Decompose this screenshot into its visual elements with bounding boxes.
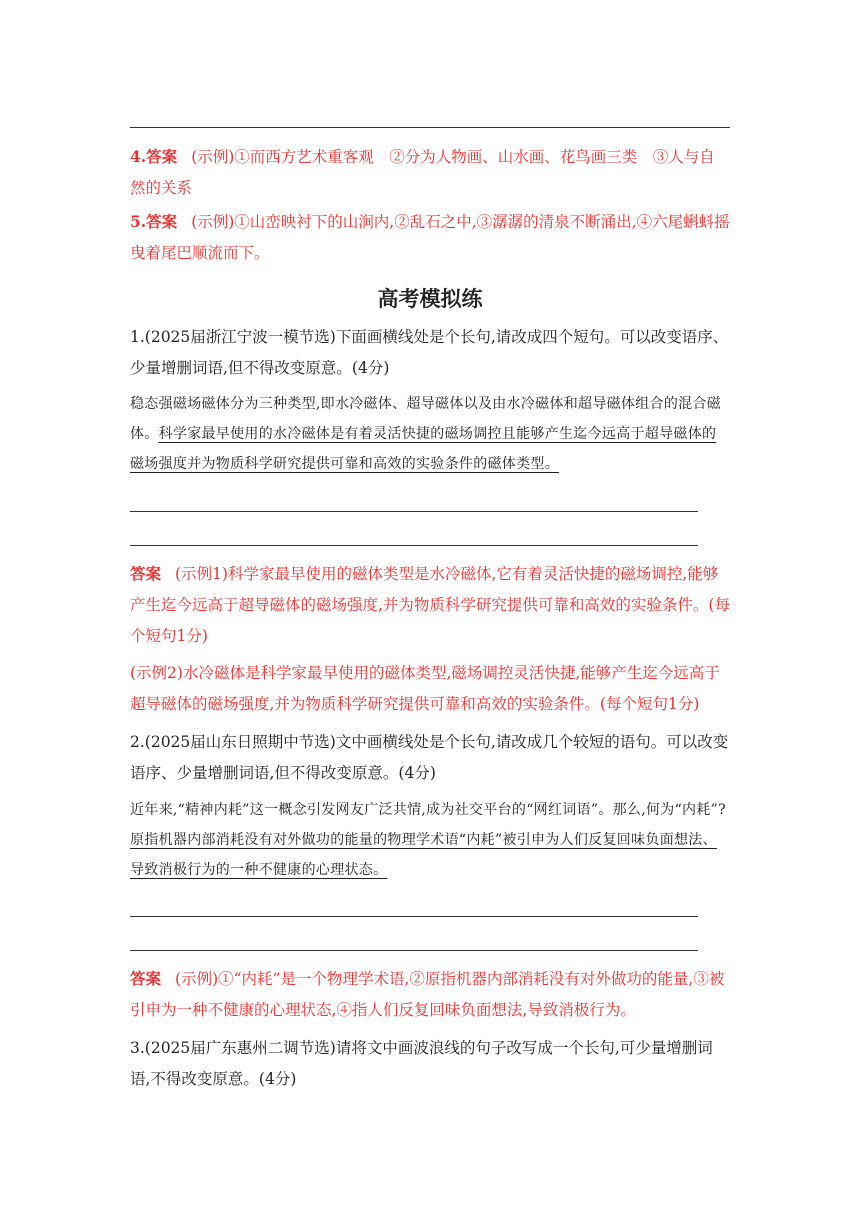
answer-write-line bbox=[130, 545, 698, 546]
question-1-answer-example-2: (示例2)水冷磁体是科学家最早使用的磁体类型,磁场调控灵活快捷,能够产生迄今远高于超导磁体的磁场强度,并为物质科学研究提供可靠和高效的实验条件。(每个短句1分) bbox=[130, 664, 720, 713]
question-1-text bbox=[130, 389, 730, 479]
question-2-text-underlined: 原指机器内部消耗没有对外做功的能量的物理学术语“内耗”被引申为人们反复回味负面想法、导致消极行为的一种不健康的心理状态。 bbox=[130, 832, 717, 878]
question-1-text-plain: 稳态强磁场磁体分为三种类型,即水冷磁体、超导磁体以及由水冷磁体和超导磁体组合的混合磁体。 bbox=[130, 396, 722, 442]
question-2-answer-label: 答案 bbox=[130, 969, 162, 988]
question-2-prompt: 2.(2025届山东日照期中节选)文中画横线处是个长句,请改成几个较短的语句。可以改变语序、少量增删词语,但不得改变原意。(4分) bbox=[130, 733, 729, 782]
question-2-text-plain: 近年来,“精神内耗”这一概念引发网友广泛共情,成为社交平台的“网红词语”。那么,何为“内耗”? bbox=[130, 802, 726, 818]
question-1-answer bbox=[130, 558, 730, 652]
answer-write-line bbox=[130, 950, 698, 951]
question-1-text-underlined: 科学家最早使用的水冷磁体是有着灵活快捷的磁场调控且能够产生迄今远高于超导磁体的磁场强度并为物质科学研究提供可靠和高效的实验条件的磁体类型。 bbox=[130, 426, 717, 472]
question-3-prompt: 3.(2025届广东惠州二调节选)请将文中画波浪线的句子改写成一个长句,可少量增删词语,不得改变原意。(4分) bbox=[130, 1039, 713, 1088]
answer-5-label: 5.答案 bbox=[130, 212, 178, 231]
answer-5 bbox=[130, 206, 730, 269]
question-1-answer-example-1: (示例1)科学家最早使用的磁体类型是水冷磁体,它有着灵活快捷的磁场调控,能够产生迄今远高于超导磁体的磁场强度,并为物质科学研究提供可靠和高效的实验条件。(每个短句1分) bbox=[130, 565, 730, 645]
question-2-answer-text: (示例)①“内耗”是一个物理学术语,②原指机器内部消耗没有对外做功的能量,③被引申为一种不健康的心理状态,④指人们反复回味负面想法,导致消极行为。 bbox=[130, 970, 725, 1019]
answer-4 bbox=[130, 141, 730, 204]
question-2-answer bbox=[130, 963, 730, 1026]
answer-4-text: (示例)①而西方艺术重客观 ②分为人物画、山水画、花鸟画三类 ③人与自然的关系 bbox=[130, 148, 715, 197]
question-2-text bbox=[130, 795, 730, 885]
question-1-prompt: 1.(2025届浙江宁波一模节选)下面画横线处是个长句,请改成四个短句。可以改变语序、少量增删词语,但不得改变原意。(4分) bbox=[130, 328, 729, 377]
question-1-answer-label: 答案 bbox=[130, 564, 162, 583]
section-title: 高考模拟练 bbox=[377, 287, 483, 311]
answer-write-line bbox=[130, 511, 698, 512]
answer-5-text: (示例)①山峦映衬下的山涧内,②乱石之中,③潺潺的清泉不断涌出,④六尾蝌蚪摇曳着尾巴顺流而下。 bbox=[130, 213, 730, 262]
answer-4-label: 4.答案 bbox=[130, 147, 178, 166]
answer-write-line bbox=[130, 916, 698, 917]
top-divider bbox=[130, 127, 730, 128]
